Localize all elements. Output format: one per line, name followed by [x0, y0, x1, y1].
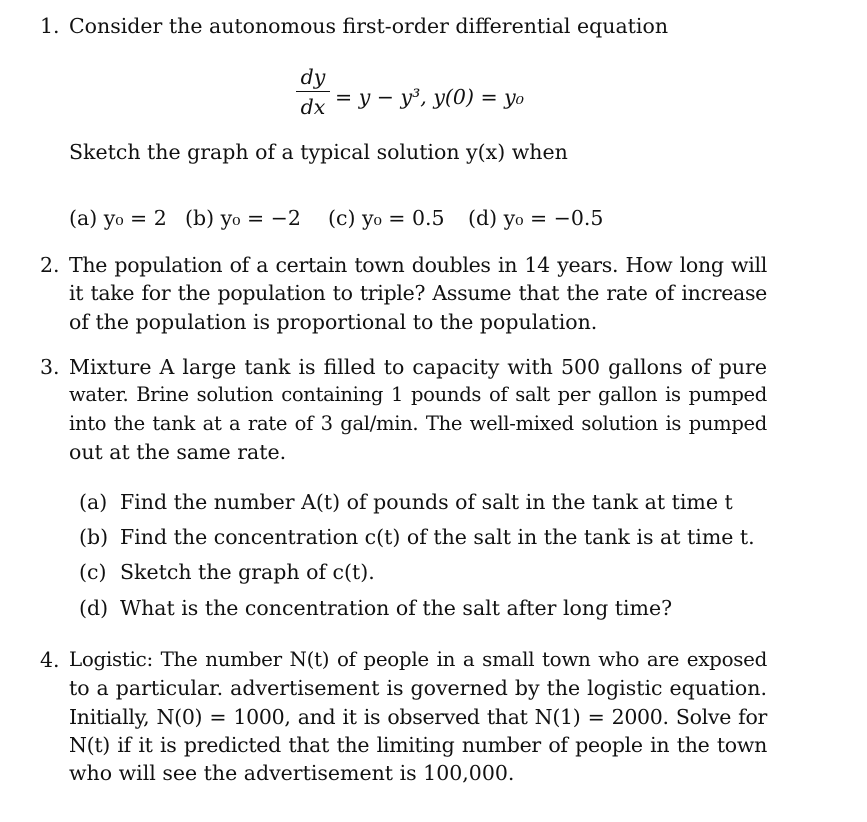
- text-line: out at the same rate.: [69, 439, 287, 464]
- option-b: (b) y₀ = −2: [185, 206, 301, 230]
- text-line: into the tank at a rate of 3 gal/min. The well-mixed solution is pumped: [69, 411, 767, 435]
- text-line: to a particular. advertisement is governed by the logistic equation.: [69, 676, 767, 701]
- part-a-text: Find the number A(t) of pounds of salt in the tank at time t: [120, 490, 733, 514]
- text-line: Initially, N(0) = 1000, and it is observed that N(1) = 2000. Solve for: [69, 704, 767, 729]
- problem-3-text: [69, 353, 767, 466]
- problem-4-text: [69, 646, 767, 787]
- text-line: of the population is proportional to the population.: [69, 309, 598, 334]
- equation-right-side: = y − y³, y(0) = y₀: [335, 85, 524, 109]
- fraction-denominator: dx: [300, 95, 326, 119]
- problem-1-intro: Consider the autonomous first-order differential equation: [69, 14, 669, 38]
- text-line: The population of a certain town doubles in 14 years. How long will: [69, 253, 767, 277]
- part-b-label: (b): [79, 525, 109, 549]
- problem-1-prompt: Sketch the graph of a typical solution y(x) when: [69, 140, 568, 164]
- text-line: N(t) if it is predicted that the limiting number of people in the town: [69, 732, 767, 757]
- fraction-numerator: dy: [300, 65, 326, 89]
- part-b-text: Find the concentration c(t) of the salt in the tank is at time t.: [120, 525, 755, 549]
- part-c-text: Sketch the graph of c(t).: [120, 560, 375, 584]
- option-c: (c) y₀ = 0.5: [328, 206, 445, 230]
- text-line: water. Brine solution containing 1 pounds of salt per gallon is pumped: [69, 383, 767, 407]
- text-line: Mixture A large tank is filled to capacity with 500 gallons of pure: [69, 355, 767, 379]
- text-line: Logistic: The number N(t) of people in a small town who are exposed: [69, 648, 767, 671]
- option-d: (d) y₀ = −0.5: [468, 206, 604, 230]
- part-d-label: (d): [79, 596, 109, 620]
- part-a-label: (a): [79, 490, 108, 514]
- fraction-bar: [296, 91, 330, 92]
- text-line: it take for the population to triple? Assume that the rate of increase: [69, 281, 767, 306]
- option-a: (a) y₀ = 2: [69, 206, 167, 230]
- problem-3-number: 3.: [40, 355, 60, 379]
- equation-fraction: [296, 64, 330, 120]
- problem-1-number: 1.: [40, 14, 60, 38]
- problem-2-text: [69, 251, 767, 336]
- text-line: who will see the advertisement is 100,000.: [69, 761, 515, 786]
- part-d-text: What is the concentration of the salt after long time?: [120, 596, 673, 620]
- problem-2-number: 2.: [40, 253, 60, 277]
- problem-4-number: 4.: [40, 648, 60, 672]
- part-c-label: (c): [79, 560, 107, 584]
